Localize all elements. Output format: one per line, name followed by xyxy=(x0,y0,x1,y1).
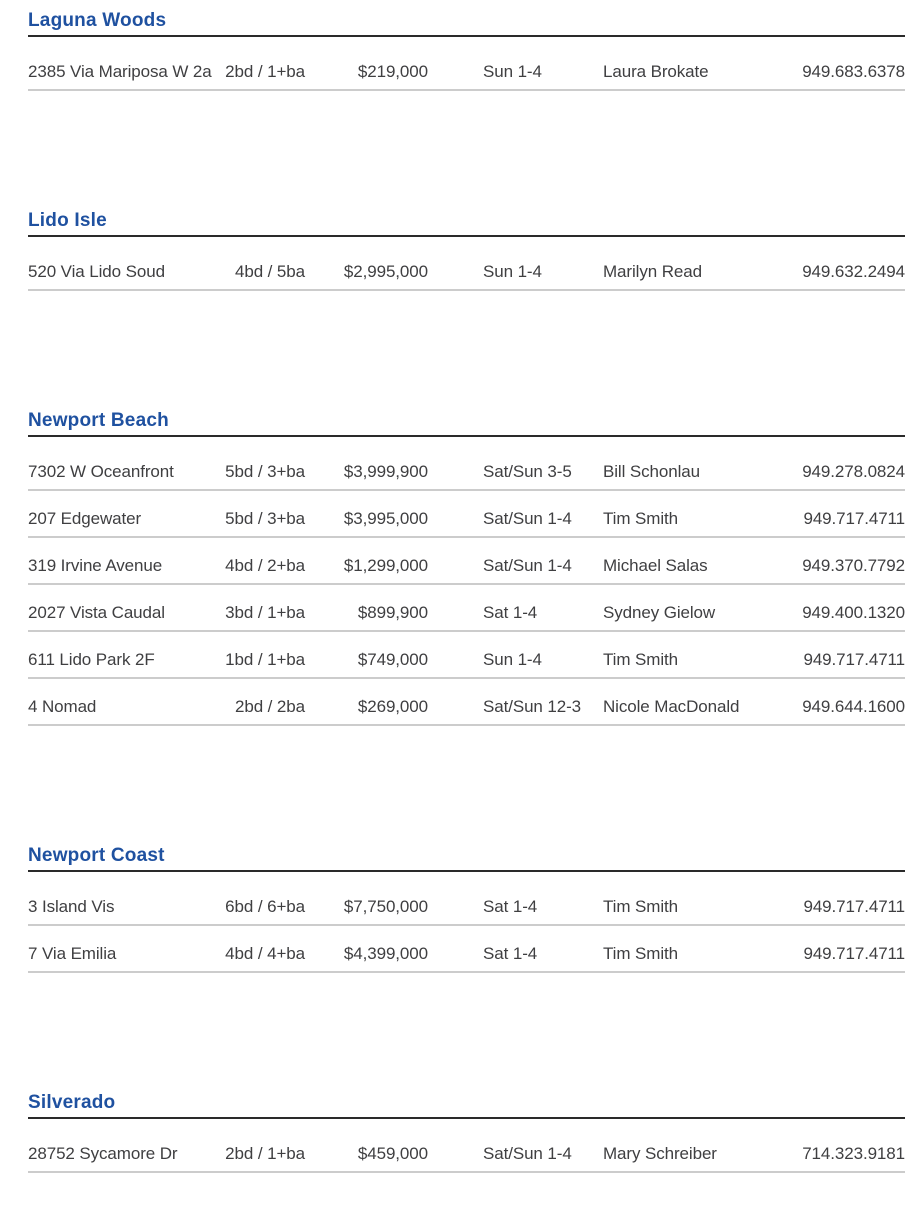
listing-address: 2027 Vista Caudal xyxy=(28,603,165,622)
listing-bed-bath: 4bd / 2+ba xyxy=(225,556,305,575)
listing-price: $7,750,000 xyxy=(343,897,428,916)
listing-price: $4,399,000 xyxy=(343,944,428,963)
listing-agent: Bill Schonlau xyxy=(603,462,700,481)
listing-address: 7302 W Oceanfront xyxy=(28,462,174,481)
listing-open-house: Sat/Sun 1-4 xyxy=(483,1144,572,1163)
neighborhood-title: Newport Beach xyxy=(28,410,905,437)
listing-bed-bath: 3bd / 1+ba xyxy=(225,603,305,622)
listing-price: $3,999,900 xyxy=(343,462,428,481)
listing-price: $1,299,000 xyxy=(343,556,428,575)
listing-open-house: Sat/Sun 1-4 xyxy=(483,556,572,575)
listing-price: $219,000 xyxy=(357,62,428,81)
listing-open-house: Sat 1-4 xyxy=(483,603,538,622)
listing-bed-bath: 1bd / 1+ba xyxy=(225,650,305,669)
listing-bed-bath: 2bd / 1+ba xyxy=(225,1144,305,1163)
neighborhood-section xyxy=(28,410,905,726)
listing-bed-bath: 2bd / 2ba xyxy=(235,697,305,716)
listing-rows xyxy=(28,444,905,726)
listing-row xyxy=(28,538,905,585)
listing-bed-bath: 4bd / 5ba xyxy=(235,262,305,281)
listing-open-house: Sat/Sun 12-3 xyxy=(483,697,582,716)
listing-open-house: Sun 1-4 xyxy=(483,650,542,669)
listing-row xyxy=(28,679,905,726)
listing-address: 28752 Sycamore Dr xyxy=(28,1144,178,1163)
neighborhood-section xyxy=(28,1092,905,1173)
listing-price: $749,000 xyxy=(357,650,428,669)
listing-rows xyxy=(28,1126,905,1173)
listing-agent: Michael Salas xyxy=(603,556,708,575)
open-house-listing-page xyxy=(0,10,924,1215)
listing-rows xyxy=(28,879,905,973)
listing-row xyxy=(28,44,905,91)
listing-row xyxy=(28,926,905,973)
listing-agent: Mary Schreiber xyxy=(603,1144,717,1163)
listing-phone: 949.632.2494 xyxy=(802,262,905,281)
listing-address: 2385 Via Mariposa W 2a xyxy=(28,62,212,81)
listing-rows xyxy=(28,244,905,291)
listing-agent: Marilyn Read xyxy=(603,262,702,281)
listing-phone: 949.717.4711 xyxy=(803,897,905,916)
listing-price: $3,995,000 xyxy=(343,509,428,528)
listing-address: 207 Edgewater xyxy=(28,509,142,528)
listing-agent: Tim Smith xyxy=(603,944,678,963)
listing-address: 7 Via Emilia xyxy=(28,944,117,963)
listing-price: $269,000 xyxy=(357,697,428,716)
listing-phone: 714.323.9181 xyxy=(802,1144,905,1163)
listing-row xyxy=(28,491,905,538)
neighborhood-section xyxy=(28,10,905,91)
listing-price: $2,995,000 xyxy=(343,262,428,281)
listing-agent: Tim Smith xyxy=(603,897,678,916)
neighborhood-title: Silverado xyxy=(28,1092,905,1119)
neighborhood-section xyxy=(28,845,905,973)
listing-row xyxy=(28,879,905,926)
listing-bed-bath: 6bd / 6+ba xyxy=(225,897,305,916)
listing-open-house: Sat 1-4 xyxy=(483,897,538,916)
listing-open-house: Sat/Sun 3-5 xyxy=(483,462,572,481)
listing-rows xyxy=(28,44,905,91)
listing-phone: 949.644.1600 xyxy=(802,697,905,716)
neighborhood-title: Newport Coast xyxy=(28,845,905,872)
listing-row xyxy=(28,585,905,632)
listing-phone: 949.717.4711 xyxy=(803,944,905,963)
listing-address: 3 Island Vis xyxy=(28,897,115,916)
listing-agent: Laura Brokate xyxy=(603,62,709,81)
listing-bed-bath: 2bd / 1+ba xyxy=(225,62,305,81)
listing-row xyxy=(28,244,905,291)
listing-open-house: Sun 1-4 xyxy=(483,62,542,81)
listing-open-house: Sun 1-4 xyxy=(483,262,542,281)
listing-phone: 949.370.7792 xyxy=(802,556,905,575)
listing-bed-bath: 5bd / 3+ba xyxy=(225,509,305,528)
listing-address: 319 Irvine Avenue xyxy=(28,556,163,575)
listing-agent: Tim Smith xyxy=(603,509,678,528)
listing-open-house: Sat 1-4 xyxy=(483,944,538,963)
listing-address: 611 Lido Park 2F xyxy=(28,650,155,669)
listing-row xyxy=(28,632,905,679)
listing-phone: 949.278.0824 xyxy=(802,462,905,481)
listing-phone: 949.717.4711 xyxy=(803,509,905,528)
listing-agent: Tim Smith xyxy=(603,650,678,669)
listing-bed-bath: 4bd / 4+ba xyxy=(225,944,305,963)
listing-price: $459,000 xyxy=(357,1144,428,1163)
neighborhood-title: Lido Isle xyxy=(28,210,905,237)
neighborhood-section xyxy=(28,210,905,291)
listing-phone: 949.400.1320 xyxy=(802,603,905,622)
listing-row xyxy=(28,444,905,491)
listing-address: 520 Via Lido Soud xyxy=(28,262,165,281)
listing-agent: Sydney Gielow xyxy=(603,603,716,622)
listing-phone: 949.683.6378 xyxy=(802,62,905,81)
listing-address: 4 Nomad xyxy=(28,697,97,716)
listing-phone: 949.717.4711 xyxy=(803,650,905,669)
listing-bed-bath: 5bd / 3+ba xyxy=(225,462,305,481)
listing-row xyxy=(28,1126,905,1173)
listing-agent: Nicole MacDonald xyxy=(603,697,740,716)
neighborhood-title: Laguna Woods xyxy=(28,10,905,37)
listing-price: $899,900 xyxy=(357,603,428,622)
listing-open-house: Sat/Sun 1-4 xyxy=(483,509,572,528)
listing-sections xyxy=(28,10,905,1173)
